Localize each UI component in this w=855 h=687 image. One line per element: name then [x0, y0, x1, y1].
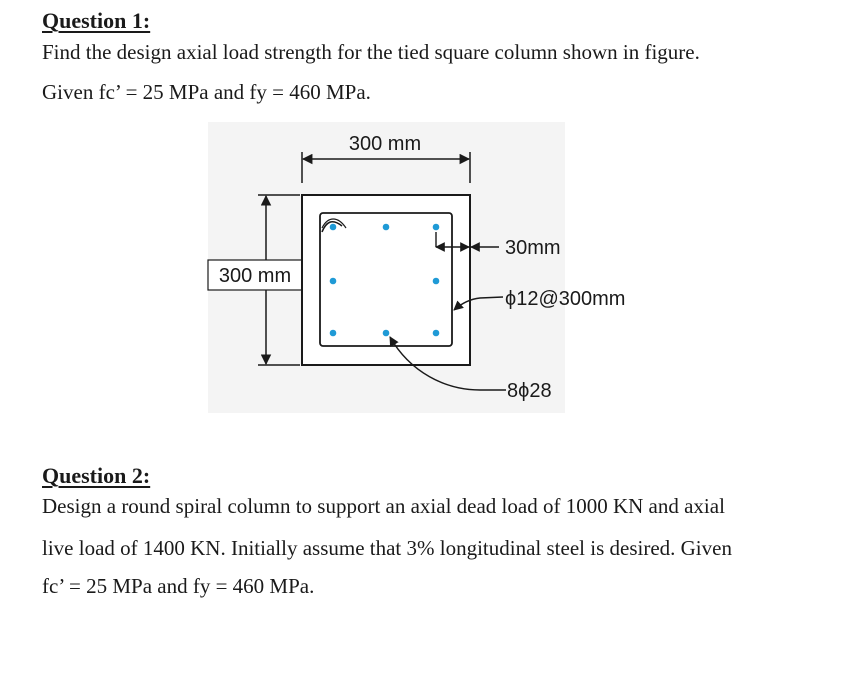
rebar-bar: [433, 224, 440, 231]
question1-text-line1: Find the design axial load strength for the tied square column shown in figure.: [42, 40, 700, 64]
rebar-bar: [433, 278, 440, 285]
question2-text-line2: live load of 1400 KN. Initially assume that 3% longitudinal steel is desired. Given: [42, 536, 732, 560]
question2-heading: Question 2:: [42, 463, 151, 488]
rebar-bar: [433, 330, 440, 337]
bars-label: 8ϕ28: [507, 380, 552, 402]
question1-text-line2: Given fc’ = 25 MPa and fy = 460 MPa.: [42, 80, 371, 104]
question2-text-line3: fc’ = 25 MPa and fy = 460 MPa.: [42, 574, 315, 598]
rebar-bar: [330, 278, 337, 285]
top-dimension-label: 300 mm: [348, 133, 422, 155]
cover-label: 30mm: [505, 237, 561, 259]
question2-text-line1: Design a round spiral column to support an axial dead load of 1000 KN and axial: [42, 494, 725, 518]
side-dimension-label: 300 mm: [218, 265, 292, 287]
rebar-bar: [383, 224, 390, 231]
rebar-bar: [330, 224, 337, 231]
question1-heading: Question 1:: [42, 8, 151, 33]
tie-label: ϕ12@300mm: [505, 288, 626, 310]
rebar-bar: [330, 330, 337, 337]
rebar-bar: [383, 330, 390, 337]
